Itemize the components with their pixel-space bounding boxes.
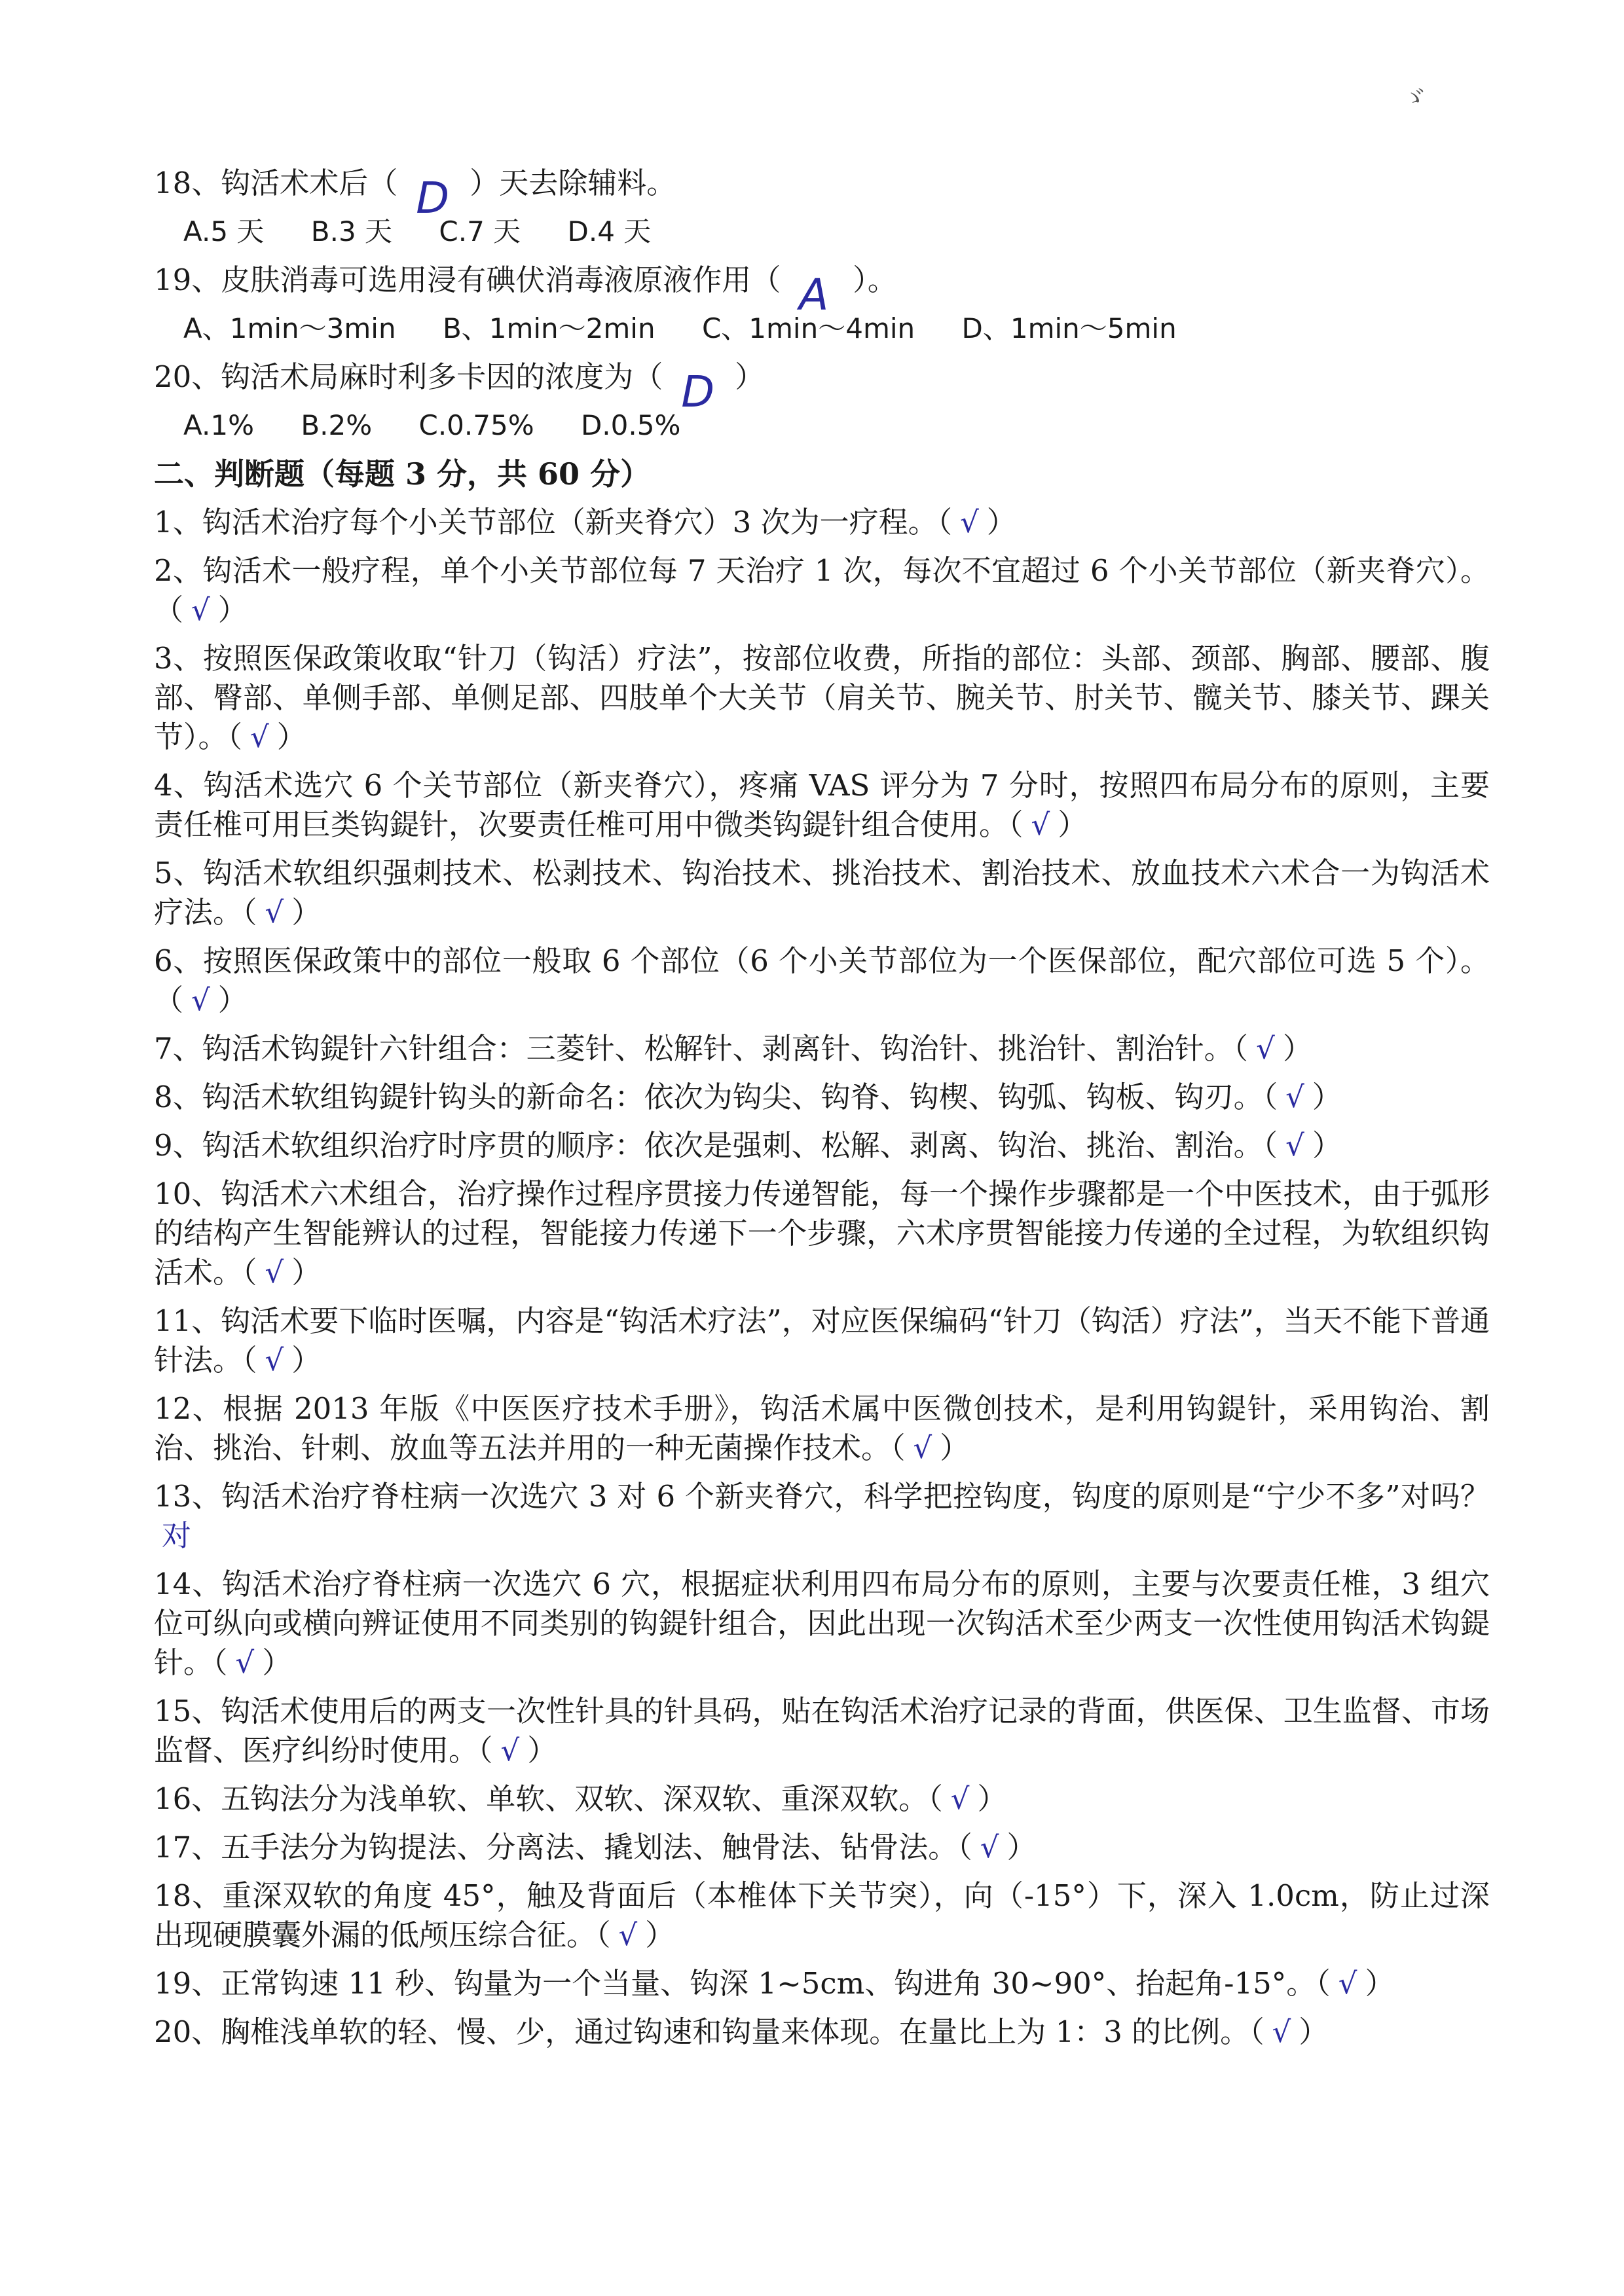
handwritten-check-mark: √	[618, 1918, 638, 1952]
judgment-question-12	[154, 1389, 1490, 1468]
question-text-end: ）	[1365, 1966, 1395, 2001]
judgment-question-19	[154, 1964, 1490, 2003]
question-text-end: ）	[986, 505, 1016, 539]
options-row	[154, 406, 1490, 445]
choice-question-20	[154, 357, 1490, 445]
handwritten-check-mark: √	[1256, 1031, 1275, 1066]
judgment-question-16	[154, 1779, 1490, 1819]
judgment-question-7	[154, 1029, 1490, 1068]
question-text-end: ）天去除辅料。	[470, 166, 676, 200]
question-text-end: ）	[527, 1733, 557, 1768]
handwritten-check-mark: √	[1031, 807, 1050, 842]
handwritten-check-mark: √	[1272, 2014, 1291, 2049]
option-c: C、1min～4min	[701, 312, 915, 344]
option-d: D.4 天	[567, 215, 652, 247]
section-title: 二、判断题（每题 3 分，共 60 分）	[154, 456, 651, 492]
option-d: D.0.5%	[580, 409, 681, 441]
question-text-end: ）	[1282, 1031, 1312, 1066]
question-text-end: ）	[940, 1430, 970, 1465]
judgment-question-13	[154, 1477, 1490, 1556]
exam-content	[154, 164, 1490, 2061]
option-a: A、1min～3min	[183, 312, 396, 344]
options-row	[154, 212, 1490, 251]
question-text: 12、根据 2013 年版《中医医疗技术手册》，钩活术属中医微创技术，是利用钩鍉针，采用钩治、割治、挑治、针刺、放血等五法并用的一种无菌操作技术。（	[154, 1391, 1490, 1465]
handwritten-check-mark: √	[265, 1343, 284, 1377]
option-a: A.5 天	[183, 215, 265, 247]
question-text: 6、按照医保政策中的部位一般取 6 个部位（6 个小关节部位为一个医保部位，配穴部位可选 5 个）。（	[154, 943, 1490, 1017]
question-text: 7、钩活术钩鍉针六针组合：三菱针、松解针、剥离针、钩治针、挑治针、割治针。（	[154, 1031, 1249, 1066]
question-text: 1、钩活术治疗每个小关节部位（新夹脊穴）3 次为一疗程。（	[154, 505, 953, 539]
question-text-end: ）	[276, 720, 306, 754]
handwritten-check-mark: √	[950, 1781, 970, 1816]
question-text: 20、胸椎浅单软的轻、慢、少，通过钩速和钩量来体现。在量比上为 1：3 的比例。（	[154, 2014, 1264, 2049]
handwritten-check-mark: √	[980, 1830, 999, 1865]
judgment-list	[154, 503, 1490, 2052]
question-text-end: ）	[1299, 2014, 1329, 2049]
judgment-question-18	[154, 1876, 1490, 1955]
option-a: A.1%	[183, 409, 254, 441]
handwritten-check-mark: √	[235, 1645, 255, 1680]
question-text: 20、钩活术局麻时利多卡因的浓度为（	[154, 359, 663, 394]
question-text: 8、钩活术软组钩鍉针钩头的新命名：依次为钩尖、钩脊、钩楔、钩弧、钩板、钩刃。（	[154, 1080, 1278, 1114]
question-text: 11、钩活术要下临时医嘱，内容是“钩活术疗法”，对应医保编码“针刀（钩活）疗法”，当天不能下普通针法。（	[154, 1303, 1490, 1377]
judgment-question-11	[154, 1302, 1490, 1380]
judgment-question-10	[154, 1175, 1490, 1292]
question-text: 18、钩活术术后（	[154, 166, 398, 200]
judgment-question-3	[154, 639, 1490, 757]
question-text-end: ）	[1312, 1080, 1342, 1114]
question-text: 18、重深双软的角度 45°，触及背面后（本椎体下关节突），向（-15°）下，深入 1.0cm，防止过深出现硬膜囊外漏的低颅压综合征。（	[154, 1878, 1490, 1952]
question-text: 16、五钩法分为浅单软、单软、双软、深双软、重深双软。（	[154, 1781, 943, 1816]
option-b: B、1min～2min	[442, 312, 655, 344]
handwritten-answer: D	[416, 173, 450, 223]
question-text-end: ）	[291, 895, 322, 930]
judgment-question-1	[154, 503, 1490, 542]
choice-question-19	[154, 261, 1490, 348]
judgment-question-8	[154, 1078, 1490, 1117]
handwritten-check-mark: √	[1285, 1080, 1304, 1114]
question-text-end: ）	[1006, 1830, 1037, 1865]
question-text: 19、正常钩速 11 秒、钩量为一个当量、钩深 1~5cm、钩进角 30~90°、抬起角-15°。（	[154, 1966, 1331, 2001]
judgment-question-9	[154, 1126, 1490, 1165]
question-text: 13、钩活术治疗脊柱病一次选穴 3 对 6 个新夹脊穴，科学把控钩度，钩度的原则是“宁少不多”对吗？	[154, 1479, 1490, 1514]
handwritten-check-mark: √	[250, 720, 269, 754]
judgment-question-15	[154, 1692, 1490, 1770]
judgment-question-14	[154, 1565, 1490, 1683]
handwritten-check-mark: √	[1338, 1966, 1357, 2001]
question-text: 14、钩活术治疗脊柱病一次选穴 6 穴，根据症状利用四布局分布的原则，主要与次要责任椎，3 组穴位可纵向或横向辨证使用不同类别的钩鍉针组合，因此出现一次钩活术至少两支一次性使用钩活术钩鍉针。（	[154, 1567, 1490, 1680]
question-text-end: ）	[217, 983, 248, 1017]
question-text-end: ）	[291, 1343, 322, 1377]
question-text-end: ）	[217, 592, 248, 627]
corner-mark: ゞ	[1401, 83, 1428, 113]
handwritten-check-mark: √	[265, 895, 284, 930]
question-text: 4、钩活术选穴 6 个关节部位（新夹脊穴），疼痛 VAS 评分为 7 分时，按照四布局分布的原则，主要责任椎可用巨类钩鍉针，次要责任椎可用中微类钩鍉针组合使用。（	[154, 768, 1490, 842]
question-text-end: ）	[977, 1781, 1007, 1816]
choice-question-18	[154, 164, 1490, 251]
question-text-end: ）	[645, 1918, 675, 1952]
question-text: 17、五手法分为钩提法、分离法、撬划法、触骨法、钻骨法。（	[154, 1830, 972, 1865]
handwritten-check-mark: √	[500, 1733, 520, 1768]
judgment-question-17	[154, 1828, 1490, 1867]
judgment-question-20	[154, 2013, 1490, 2052]
handwritten-check-mark: √	[1285, 1128, 1304, 1163]
question-text: 5、钩活术软组织强刺技术、松剥技术、钩治技术、挑治技术、割治技术、放血技术六术合一为钩活术疗法。（	[154, 856, 1490, 930]
handwritten-check-mark: 对	[162, 1518, 192, 1553]
option-b: B.2%	[301, 409, 373, 441]
handwritten-check-mark: √	[265, 1255, 284, 1290]
question-text: 10、钩活术六术组合，治疗操作过程序贯接力传递智能，每一个操作步骤都是一个中医技术，由于弧形的结构产生智能辨认的过程，智能接力传递下一个步骤，六术序贯智能接力传递的全过程，为软组织钩活术。（	[154, 1176, 1490, 1290]
question-text: 19、皮肤消毒可选用浸有碘伏消毒液原液作用（	[154, 263, 781, 297]
judgment-question-5	[154, 854, 1490, 932]
question-text: 9、钩活术软组织治疗时序贯的顺序：依次是强刺、松解、剥离、钩治、挑治、割治。（	[154, 1128, 1278, 1163]
judgment-question-6	[154, 941, 1490, 1020]
option-d: D、1min～5min	[961, 312, 1177, 344]
question-text-end: ）	[1312, 1128, 1342, 1163]
option-c: C.0.75%	[418, 409, 534, 441]
handwritten-check-mark: √	[191, 592, 210, 627]
question-text: 2、钩活术一般疗程，单个小关节部位每 7 天治疗 1 次，每次不宜超过 6 个小关节部位（新夹脊穴）。（	[154, 553, 1490, 627]
question-text: 15、钩活术使用后的两支一次性针具的针具码，贴在钩活术治疗记录的背面，供医保、卫生监督、市场监督、医疗纠纷时使用。（	[154, 1694, 1490, 1768]
question-text: 3、按照医保政策收取“针刀（钩活）疗法”，按部位收费，所指的部位：头部、颈部、胸部、腰部、腹部、臀部、单侧手部、单侧足部、四肢单个大关节（肩关节、腕关节、肘关节、髋关节、膝关节、踝关节）。（	[154, 641, 1490, 754]
handwritten-check-mark: √	[913, 1430, 932, 1465]
judgment-question-2	[154, 551, 1490, 630]
question-text-end: ）。	[853, 263, 897, 297]
question-text-end: ）	[1058, 807, 1088, 842]
handwritten-check-mark: √	[960, 505, 979, 539]
question-text-end: ）	[735, 359, 765, 394]
question-text-end: ）	[262, 1645, 292, 1680]
question-text-end: ）	[291, 1255, 322, 1290]
option-c: C.7 天	[439, 215, 521, 247]
handwritten-answer: D	[681, 367, 715, 417]
option-b: B.3 天	[310, 215, 393, 247]
handwritten-answer: A	[799, 270, 829, 320]
handwritten-check-mark: √	[191, 983, 210, 1017]
judgment-question-4	[154, 766, 1490, 845]
